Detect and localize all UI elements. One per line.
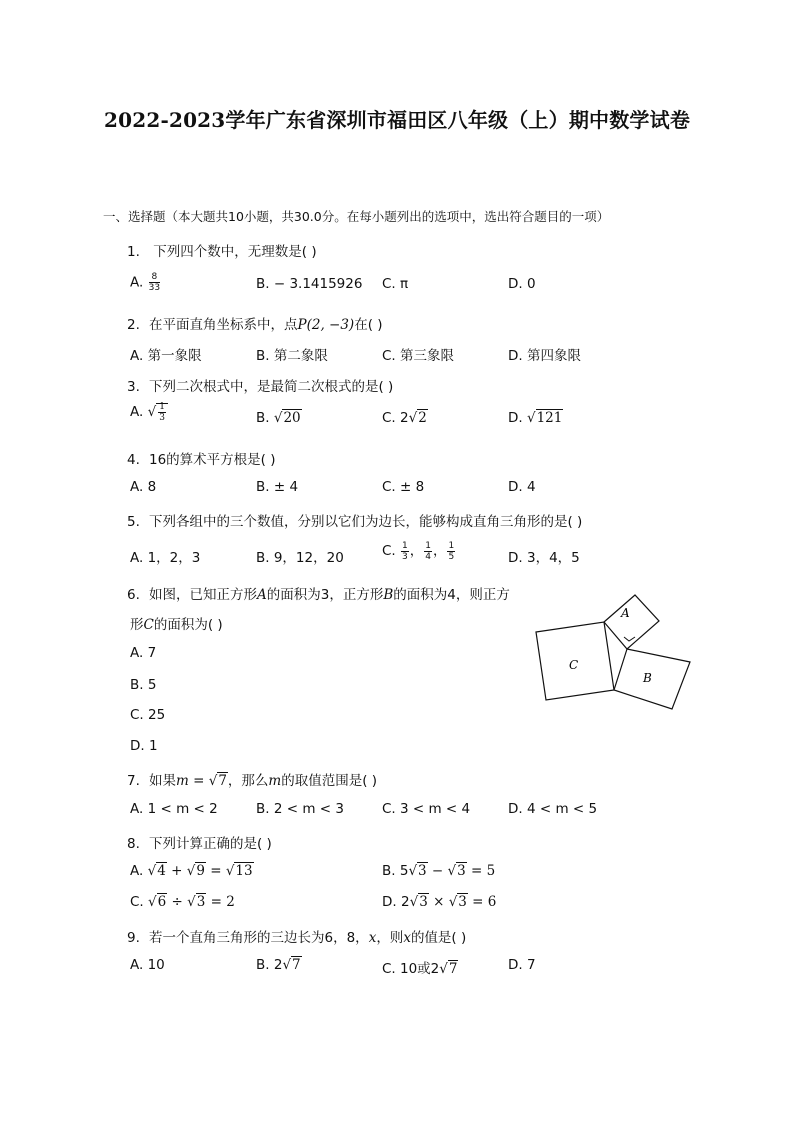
option-d: D. √121	[508, 410, 563, 426]
option-d: D. 第四象限	[508, 348, 581, 364]
option-b: B. 9，12，20	[256, 550, 344, 566]
option-d: D. 0	[508, 276, 536, 292]
question-4: 4. 16的算术平方根是( )	[127, 452, 276, 468]
option-a: A. 1，2，3	[130, 550, 201, 566]
section-heading: 一、选择题（本大题共10小题，共30.0分。在每小题列出的选项中，选出符合题目的一项）	[103, 209, 610, 224]
option-a: A. 8	[130, 479, 157, 495]
option-d: D. 1	[130, 738, 158, 754]
option-c: C. 10或2√7	[382, 961, 458, 977]
option-a: A. √ $\frac{1}{3}$	[130, 402, 168, 423]
square-b	[614, 649, 690, 709]
option-a: A. √4 + √9 = √13	[130, 863, 253, 879]
option-b: B. 第二象限	[256, 348, 328, 364]
option-d: D. 2√3 × √3 = 6	[382, 894, 497, 910]
option-c: C. π	[382, 276, 409, 292]
question-1	[127, 240, 317, 260]
option-a: A. $\frac{8}{33}$	[130, 272, 161, 293]
question-9: 9. 若一个直角三角形的三边长为6，8，x，则x的值是( )	[127, 930, 467, 946]
option-b: B. 5	[130, 677, 157, 693]
option-b: B. − 3.1415926	[256, 276, 363, 292]
option-d: D. 4	[508, 479, 536, 495]
option-a: A. 1 < m < 2	[130, 801, 218, 817]
option-d: D. 4 < m < 5	[508, 801, 598, 817]
option-c: C. √6 ÷ √3 = 2	[130, 894, 235, 910]
label-c: C	[569, 658, 579, 672]
option-d: D. 7	[508, 957, 536, 973]
option-d: D. 3，4，5	[508, 550, 580, 566]
question-6-line-2: 形C的面积为( )	[130, 617, 223, 633]
option-c: C. ± 8	[382, 479, 425, 495]
option-b: B. 2 < m < 3	[256, 801, 344, 817]
label-a: A	[621, 606, 630, 620]
question-6: 6. 如图，已知正方形A的面积为3，正方形B的面积为4，则正方	[127, 587, 510, 603]
question-stem: 下列四个数中，无理数是( )	[153, 244, 317, 260]
square-a	[604, 595, 659, 649]
option-a: A. 10	[130, 957, 165, 973]
question-2: 2. 在平面直角坐标系中，点P(2, −3)在( )	[127, 317, 383, 333]
option-c: C. $\frac{1}{3}$ ， $\frac{1}{4}$ ， $\frac{1}{5}$	[382, 540, 455, 562]
option-a: A. 第一象限	[130, 348, 202, 364]
page-title: 2022-2023学年广东省深圳市福田区八年级（上）期中数学试卷	[103, 108, 691, 132]
question-number: 1.	[127, 244, 140, 260]
option-c: C. 3 < m < 4	[382, 801, 471, 817]
option-c: C. 2√2	[382, 410, 427, 426]
option-b: B. ± 4	[256, 479, 299, 495]
option-c: C. 25	[130, 707, 166, 723]
question-7: 7. 如果m = √7，那么m的取值范围是( )	[127, 773, 378, 789]
question-5: 5. 下列各组中的三个数值，分别以它们为边长，能够构成直角三角形的是( )	[127, 514, 583, 530]
right-angle-mark	[624, 637, 635, 641]
option-c: C. 第三象限	[382, 348, 455, 364]
option-b: B. 5√3 − √3 = 5	[382, 863, 496, 879]
option-a: A. 7	[130, 645, 157, 661]
label-b: B	[643, 671, 652, 685]
option-b: B. 2√7	[256, 957, 301, 973]
option-b: B. √20	[256, 410, 301, 426]
question-3: 3. 下列二次根式中，是最简二次根式的是( )	[127, 379, 394, 395]
question-8: 8. 下列计算正确的是( )	[127, 836, 272, 852]
squares-figure	[530, 585, 695, 720]
